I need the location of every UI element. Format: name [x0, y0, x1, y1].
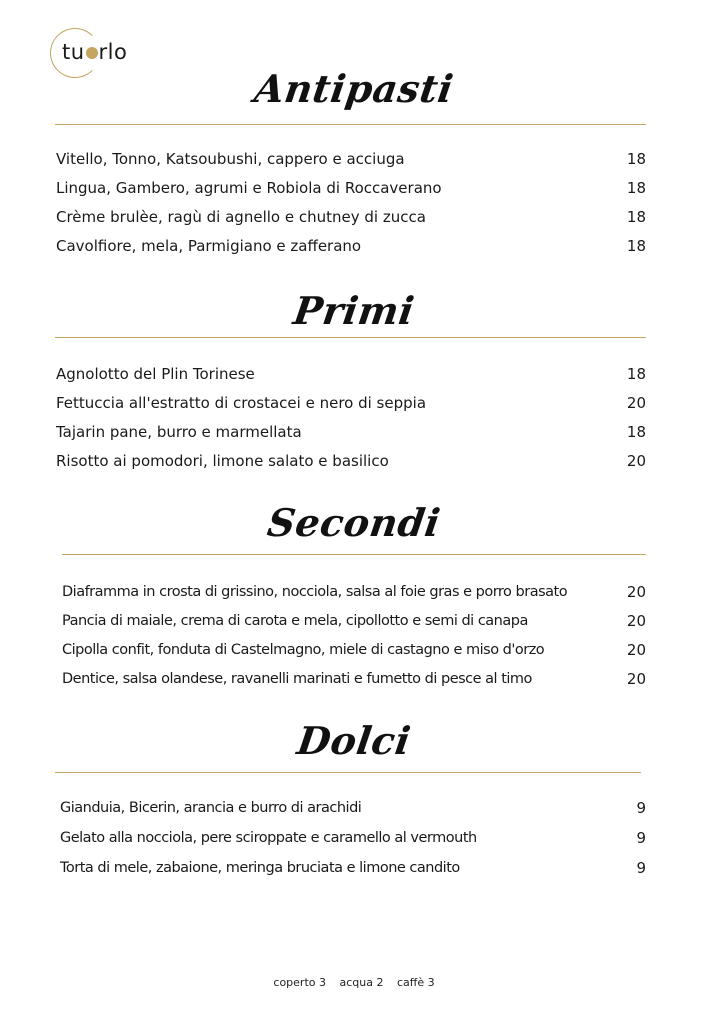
menu-item — [56, 449, 646, 473]
section-title-dolci: Dolci — [294, 718, 414, 763]
item-name: Crème brulèe, ragù di agnello e chutney di zucca — [56, 208, 426, 226]
item-price: 20 — [626, 670, 646, 688]
item-name: Torta di mele, zabaione, meringa bruciata e limone candito — [60, 860, 460, 876]
menu-item — [60, 826, 646, 850]
menu-item — [56, 234, 646, 258]
logo-text-after: rlo — [98, 40, 128, 64]
item-name: Risotto ai pomodori, limone salato e basilico — [56, 452, 389, 470]
item-price: 20 — [626, 612, 646, 630]
item-price: 9 — [636, 859, 646, 877]
item-name: Agnolotto del Plin Torinese — [56, 365, 255, 383]
item-price: 18 — [626, 208, 646, 226]
item-price: 18 — [626, 423, 646, 441]
item-name: Vitello, Tonno, Katsoubushi, cappero e acciuga — [56, 150, 405, 168]
item-name: Dentice, salsa olandese, ravanelli marinati e fumetto di pesce al timo — [62, 671, 532, 687]
section-title-secondi: Secondi — [264, 500, 444, 545]
item-name: Lingua, Gambero, agrumi e Robiola di Roccaverano — [56, 179, 442, 197]
section-title-primi: Primi — [290, 288, 418, 333]
divider-dolci — [55, 772, 641, 773]
item-price: 18 — [626, 237, 646, 255]
item-price: 18 — [626, 150, 646, 168]
item-name: Tajarin pane, burro e marmellata — [56, 423, 302, 441]
section-title-antipasti: Antipasti — [251, 66, 457, 111]
item-price: 9 — [636, 829, 646, 847]
item-price: 9 — [636, 799, 646, 817]
item-name: Gelato alla nocciola, pere sciroppate e caramello al vermouth — [60, 830, 477, 846]
menu-item — [56, 420, 646, 444]
item-price: 20 — [626, 641, 646, 659]
logo-dot — [86, 47, 98, 59]
menu-item — [56, 176, 646, 200]
menu-item — [62, 638, 646, 662]
item-price: 20 — [626, 583, 646, 601]
item-name: Cipolla confit, fonduta di Castelmagno, miele di castagno e miso d'orzo — [62, 642, 545, 658]
item-price: 18 — [626, 365, 646, 383]
item-name: Fettuccia all'estratto di crostacei e nero di seppia — [56, 394, 427, 412]
item-price: 20 — [626, 394, 646, 412]
item-name: Diaframma in crosta di grissino, nocciola, salsa al foie gras e porro brasato — [62, 584, 568, 600]
item-name: Pancia di maiale, crema di carota e mela, cipollotto e semi di canapa — [62, 613, 528, 629]
footer-coperto: coperto 3 — [273, 976, 326, 989]
item-name: Gianduia, Bicerin, arancia e burro di arachidi — [60, 800, 362, 816]
footer-acqua: acqua 2 — [339, 976, 384, 989]
footer-caffe: caffè 3 — [396, 976, 435, 989]
menu-item — [56, 147, 646, 171]
item-price: 18 — [626, 179, 646, 197]
item-name: Cavolfiore, mela, Parmigiano e zafferano — [56, 237, 362, 255]
footer-extras — [0, 976, 708, 989]
menu-item — [62, 609, 646, 633]
menu-item — [56, 391, 646, 415]
divider-primi — [55, 337, 646, 338]
logo-text-before: tu — [62, 40, 85, 64]
menu-item — [60, 856, 646, 880]
menu-item — [60, 796, 646, 820]
divider-antipasti — [55, 124, 646, 125]
menu-item — [62, 580, 646, 604]
menu-item — [62, 667, 646, 691]
logo-wordmark — [62, 40, 127, 64]
menu-item — [56, 205, 646, 229]
item-price: 20 — [626, 452, 646, 470]
menu-item — [56, 362, 646, 386]
divider-secondi — [62, 554, 646, 555]
